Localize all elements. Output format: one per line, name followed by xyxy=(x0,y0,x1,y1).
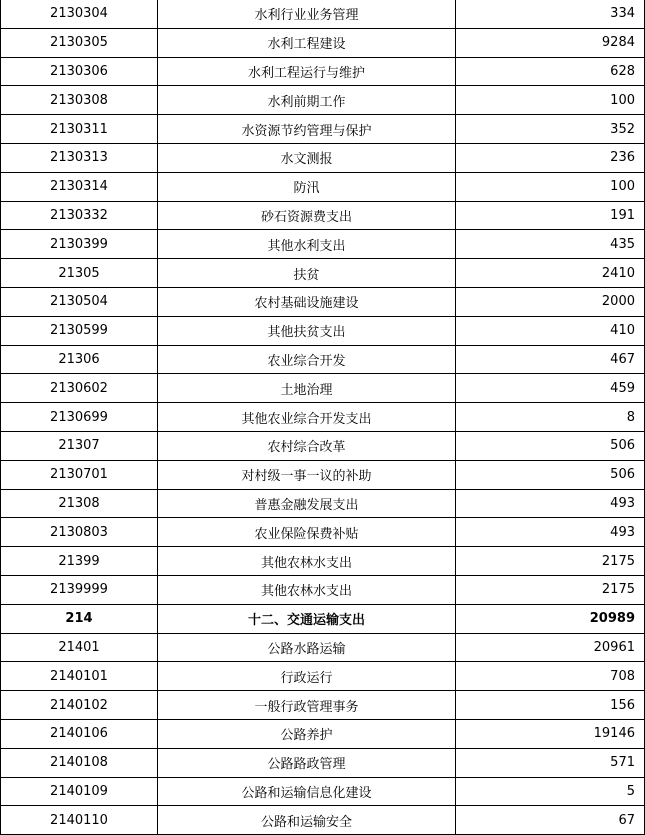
amount-cell: 506 xyxy=(456,460,645,489)
table-row xyxy=(1,460,645,489)
code-cell: 2130304 xyxy=(1,0,158,28)
code-cell: 2130599 xyxy=(1,316,158,345)
amount-cell: 334 xyxy=(456,0,645,28)
code-cell: 2130803 xyxy=(1,518,158,547)
code-cell: 21306 xyxy=(1,345,158,374)
table-row xyxy=(1,662,645,691)
name-cell: 公路水路运输 xyxy=(158,633,456,662)
code-cell: 2140102 xyxy=(1,691,158,720)
name-cell: 水利工程运行与维护 xyxy=(158,57,456,86)
table-row xyxy=(1,777,645,806)
name-cell: 公路和运输信息化建设 xyxy=(158,777,456,806)
amount-cell: 435 xyxy=(456,230,645,259)
code-cell: 2140108 xyxy=(1,748,158,777)
table-row xyxy=(1,374,645,403)
name-cell: 水利行业业务管理 xyxy=(158,0,456,28)
code-cell: 2130306 xyxy=(1,57,158,86)
amount-cell: 236 xyxy=(456,143,645,172)
amount-cell: 20989 xyxy=(456,604,645,633)
amount-cell: 628 xyxy=(456,57,645,86)
table-row xyxy=(1,86,645,115)
name-cell: 其他农林水支出 xyxy=(158,547,456,576)
name-cell: 公路养护 xyxy=(158,719,456,748)
amount-cell: 2175 xyxy=(456,547,645,576)
amount-cell: 100 xyxy=(456,86,645,115)
table-row xyxy=(1,489,645,518)
table-row xyxy=(1,28,645,57)
table-row xyxy=(1,431,645,460)
amount-cell: 493 xyxy=(456,489,645,518)
name-cell: 农村基础设施建设 xyxy=(158,287,456,316)
table-row xyxy=(1,172,645,201)
amount-cell: 191 xyxy=(456,201,645,230)
amount-cell: 8 xyxy=(456,403,645,432)
code-cell: 2140110 xyxy=(1,806,158,835)
name-cell: 普惠金融发展支出 xyxy=(158,489,456,518)
table-row xyxy=(1,316,645,345)
code-cell: 21401 xyxy=(1,633,158,662)
table-row xyxy=(1,604,645,633)
table-row xyxy=(1,57,645,86)
name-cell: 防汛 xyxy=(158,172,456,201)
table-row xyxy=(1,547,645,576)
table-row xyxy=(1,201,645,230)
code-cell: 2130399 xyxy=(1,230,158,259)
table-row xyxy=(1,0,645,28)
name-cell: 一般行政管理事务 xyxy=(158,691,456,720)
amount-cell: 571 xyxy=(456,748,645,777)
code-cell: 2140109 xyxy=(1,777,158,806)
name-cell: 水文测报 xyxy=(158,143,456,172)
code-cell: 2139999 xyxy=(1,575,158,604)
name-cell: 农村综合改革 xyxy=(158,431,456,460)
table-row xyxy=(1,143,645,172)
code-cell: 2130311 xyxy=(1,115,158,144)
amount-cell: 9284 xyxy=(456,28,645,57)
table-row xyxy=(1,518,645,547)
name-cell: 水利前期工作 xyxy=(158,86,456,115)
code-cell: 2130332 xyxy=(1,201,158,230)
budget-table-body xyxy=(1,0,645,835)
code-cell: 21307 xyxy=(1,431,158,460)
name-cell: 扶贫 xyxy=(158,259,456,288)
table-row xyxy=(1,806,645,835)
amount-cell: 2000 xyxy=(456,287,645,316)
table-row xyxy=(1,345,645,374)
amount-cell: 156 xyxy=(456,691,645,720)
amount-cell: 20961 xyxy=(456,633,645,662)
table-row xyxy=(1,115,645,144)
table-row xyxy=(1,403,645,432)
code-cell: 2130305 xyxy=(1,28,158,57)
amount-cell: 506 xyxy=(456,431,645,460)
name-cell: 其他水利支出 xyxy=(158,230,456,259)
amount-cell: 493 xyxy=(456,518,645,547)
code-cell: 2130699 xyxy=(1,403,158,432)
amount-cell: 5 xyxy=(456,777,645,806)
name-cell: 公路路政管理 xyxy=(158,748,456,777)
name-cell: 公路和运输安全 xyxy=(158,806,456,835)
table-row xyxy=(1,748,645,777)
name-cell: 对村级一事一议的补助 xyxy=(158,460,456,489)
code-cell: 21305 xyxy=(1,259,158,288)
code-cell: 2130308 xyxy=(1,86,158,115)
code-cell: 2130314 xyxy=(1,172,158,201)
name-cell: 其他农业综合开发支出 xyxy=(158,403,456,432)
amount-cell: 467 xyxy=(456,345,645,374)
name-cell: 行政运行 xyxy=(158,662,456,691)
amount-cell: 459 xyxy=(456,374,645,403)
table-row xyxy=(1,719,645,748)
name-cell: 十二、交通运输支出 xyxy=(158,604,456,633)
name-cell: 其他扶贫支出 xyxy=(158,316,456,345)
name-cell: 其他农林水支出 xyxy=(158,575,456,604)
table-row xyxy=(1,691,645,720)
name-cell: 土地治理 xyxy=(158,374,456,403)
amount-cell: 352 xyxy=(456,115,645,144)
table-row xyxy=(1,287,645,316)
amount-cell: 2175 xyxy=(456,575,645,604)
name-cell: 农业综合开发 xyxy=(158,345,456,374)
table-row xyxy=(1,230,645,259)
amount-cell: 708 xyxy=(456,662,645,691)
code-cell: 2140101 xyxy=(1,662,158,691)
name-cell: 农业保险保费补贴 xyxy=(158,518,456,547)
name-cell: 砂石资源费支出 xyxy=(158,201,456,230)
amount-cell: 67 xyxy=(456,806,645,835)
table-row xyxy=(1,633,645,662)
table-row xyxy=(1,575,645,604)
amount-cell: 410 xyxy=(456,316,645,345)
code-cell: 2130504 xyxy=(1,287,158,316)
table-row xyxy=(1,259,645,288)
code-cell: 2130313 xyxy=(1,143,158,172)
code-cell: 2140106 xyxy=(1,719,158,748)
code-cell: 21399 xyxy=(1,547,158,576)
name-cell: 水利工程建设 xyxy=(158,28,456,57)
name-cell: 水资源节约管理与保护 xyxy=(158,115,456,144)
code-cell: 2130602 xyxy=(1,374,158,403)
code-cell: 2130701 xyxy=(1,460,158,489)
amount-cell: 2410 xyxy=(456,259,645,288)
code-cell: 214 xyxy=(1,604,158,633)
amount-cell: 19146 xyxy=(456,719,645,748)
amount-cell: 100 xyxy=(456,172,645,201)
code-cell: 21308 xyxy=(1,489,158,518)
